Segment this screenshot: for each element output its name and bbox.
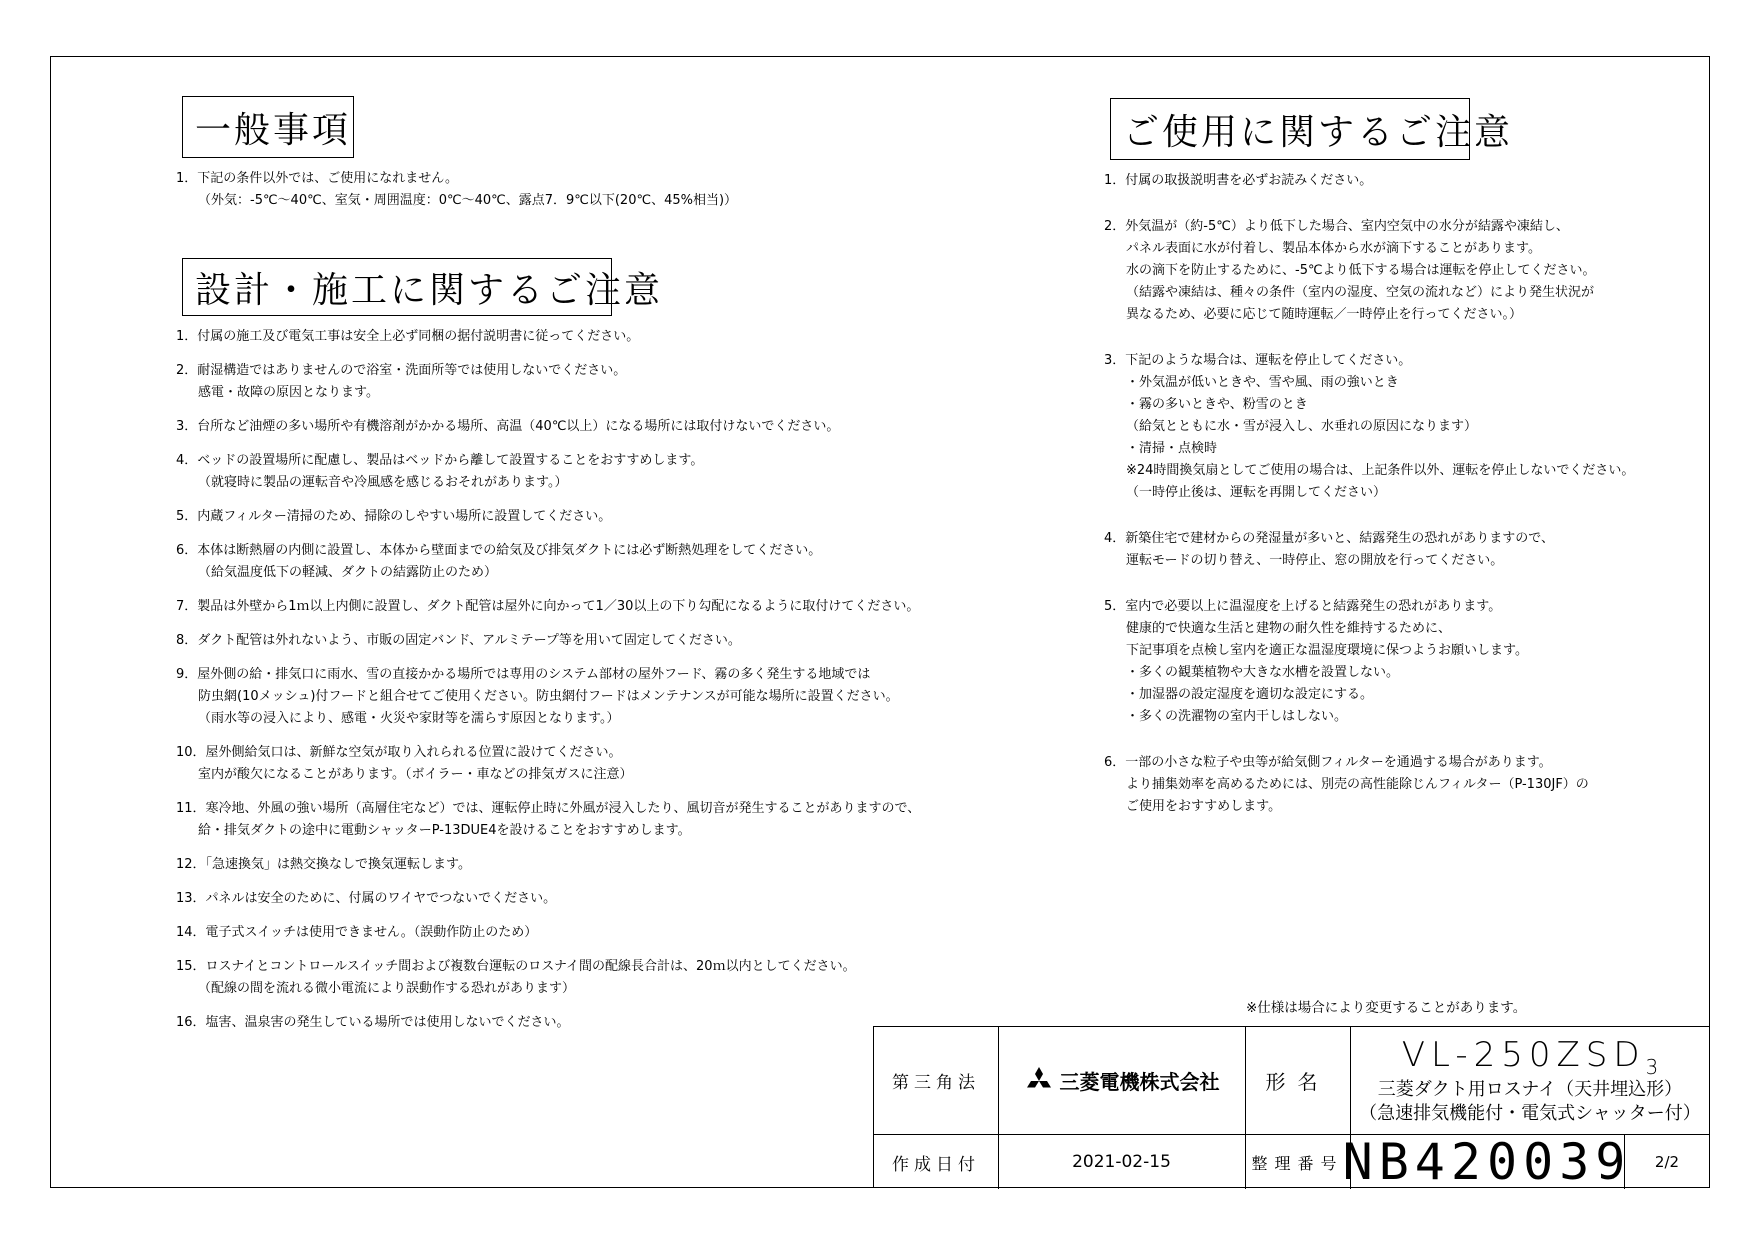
item-text: 5．内蔵フィルター清掃のため、掃除のしやすい場所に設置してください。 [176, 509, 612, 524]
product-name-line1: 三菱ダクト用ロスナイ（天井埋込形） [1377, 1079, 1683, 1101]
usage-item-3 [1104, 350, 1634, 504]
item-continuation: ・多くの観葉植物や大きな水槽を設置しない。 [1126, 665, 1400, 680]
item-text: 5．室内で必要以上に温湿度を上げると結露発生の恐れがあります。 [1104, 599, 1502, 614]
item-continuation: 防虫網(10メッシュ)付フードと組合せてご使用ください。防虫網付フードはメンテナンスが可能な場所に設置ください。 [198, 689, 899, 704]
item-continuation: 感電・故障の原因となります。 [198, 385, 379, 400]
item-text: 9．屋外側の給・排気口に雨水、雪の直接かかる場所では専用のシステム部材の屋外フード、霧の多く発生する地域では [176, 667, 871, 682]
design-item-10 [176, 742, 920, 786]
usage-list [1104, 170, 1634, 842]
design-item-12 [176, 854, 920, 876]
item-text: 2．耐湿構造ではありませんので浴室・洗面所等では使用しないでください。 [176, 363, 627, 378]
item-continuation: ・多くの洗濯物の室内干しはしない。 [1126, 709, 1348, 724]
item-text: 11．寒冷地、外風の強い場所（高層住宅など）では、運転停止時に外風が浸入したり、風切音が発生することがありますので、 [176, 801, 921, 816]
item-text: 16．塩害、温泉害の発生している場所では使用しないでください。 [176, 1015, 570, 1030]
item-continuation: （給気温度低下の軽減、ダクトの結露防止のため） [198, 565, 498, 580]
item-continuation: ・外気温が低いときや、雪や風、雨の強いとき [1126, 375, 1399, 390]
item-continuation: （一時停止後は、運転を再開してください） [1126, 485, 1387, 500]
design-item-13 [176, 888, 920, 910]
design-item-1 [176, 326, 920, 348]
general-item-1 [176, 168, 737, 212]
design-item-9 [176, 664, 920, 730]
company-cell [998, 1027, 1245, 1134]
usage-item-1 [1104, 170, 1634, 192]
date-label: 作成日付 [892, 1154, 980, 1175]
item-continuation: 下記事項を点検し室内を適正な温湿度環境に保つようお願いします。 [1126, 643, 1528, 658]
item-continuation: （外気：-5℃～40℃、室気・周囲温度：0℃～40℃、露点7．9℃以下(20℃、45%相当)） [198, 193, 738, 208]
item-continuation: ご使用をおすすめします。 [1126, 799, 1282, 814]
mitsubishi-logo-icon [1024, 1067, 1054, 1094]
design-item-3 [176, 416, 920, 438]
item-text: 3．台所など油煙の多い場所や有機溶剤がかかる場所、高温（40℃以上）になる場所には取付けないでください。 [176, 419, 840, 434]
general-heading: 一般事項 [182, 96, 354, 158]
title-block [873, 1026, 1709, 1191]
model-label: 形名 [1265, 1070, 1330, 1094]
item-continuation: （配線の間を流れる微小電流により誤動作する恐れがあります） [198, 981, 576, 996]
design-item-11 [176, 798, 920, 842]
product-name-line2: （急速排気機能付・電気式シャッター付） [1359, 1103, 1701, 1125]
item-continuation: より捕集効率を高めるためには、別売の高性能除じんフィルター（P-130JF）の [1126, 777, 1589, 792]
usage-item-6 [1104, 752, 1634, 818]
item-text: 1．下記の条件以外では、ご使用になれません。 [176, 171, 459, 186]
item-text: 14．電子式スイッチは使用できません。（誤動作防止のため） [176, 925, 538, 940]
projection-label: 第三角法 [892, 1073, 980, 1093]
design-item-5 [176, 506, 920, 528]
design-item-4 [176, 450, 920, 494]
item-continuation: ・清掃・点検時 [1126, 441, 1218, 456]
item-continuation: パネル表面に水が付着し、製品本体から水が滴下することがあります。 [1126, 241, 1541, 256]
page-number: 2/2 [1654, 1153, 1680, 1171]
item-continuation: （給気とともに水・雪が浸入し、水垂れの原因になります） [1126, 419, 1478, 434]
spec-change-note: ※仕様は場合により変更することがあります。 [1246, 1000, 1527, 1016]
usage-heading: ご使用に関するご注意 [1110, 98, 1470, 160]
design-item-8 [176, 630, 920, 652]
item-continuation: 水の滴下を防止するために、-5℃より低下する場合は運転を停止してください。 [1126, 263, 1596, 278]
design-item-7 [176, 596, 920, 618]
design-heading: 設計・施工に関するご注意 [182, 258, 612, 316]
item-continuation: 健康的で快適な生活と建物の耐久性を維持するために、 [1126, 621, 1452, 636]
item-text: 1．付属の取扱説明書を必ずお読みください。 [1104, 173, 1373, 188]
item-text: 1．付属の施工及び電気工事は安全上必ず同梱の据付説明書に従ってください。 [176, 329, 640, 344]
item-continuation: ※24時間換気扇としてご使用の場合は、上記条件以外、運転を停止しないでください。 [1126, 463, 1635, 478]
model-subscript: 3 [1645, 1054, 1659, 1079]
item-continuation: ・霧の多いときや、粉雪のとき [1126, 397, 1308, 412]
doc-number: NB420039 [1342, 1133, 1632, 1191]
item-text: 6．本体は断熱層の内側に設置し、本体から壁面までの給気及び排気ダクトには必ず断熱処理をしてください。 [176, 543, 822, 558]
design-item-6 [176, 540, 920, 584]
item-continuation: （雨水等の浸入により、感電・火災や家財等を濡らす原因となります。） [198, 711, 620, 726]
item-continuation: 異なるため、必要に応じて随時運転／一時停止を行ってください。） [1126, 307, 1522, 322]
item-continuation: 室内が酸欠になることがあります。（ボイラー・車などの排気ガスに注意） [198, 767, 633, 782]
item-continuation: 給・排気ダクトの途中に電動シャッターP-13DUE4を設けることをおすすめします。 [198, 823, 691, 838]
model-number: $VL-250ZSD_3$ [1401, 1034, 1659, 1079]
item-continuation: （就寝時に製品の運転音や冷風感を感じるおそれがあります。） [198, 475, 568, 490]
design-item-16 [176, 1012, 920, 1034]
general-list [176, 168, 737, 212]
company-name: 三菱電機株式会社 [1059, 1070, 1220, 1094]
item-continuation: 運転モードの切り替え、一時停止、窓の開放を行ってください。 [1126, 553, 1504, 568]
design-item-2 [176, 360, 920, 404]
item-text: 3．下記のような場合は、運転を停止してください。 [1104, 353, 1412, 368]
usage-item-2 [1104, 216, 1634, 326]
usage-item-4 [1104, 528, 1634, 572]
design-item-15 [176, 956, 920, 1000]
item-continuation: ・加湿器の設定湿度を適切な設定にする。 [1126, 687, 1374, 702]
date-value: 2021-02-15 [1072, 1152, 1171, 1172]
item-text: 7．製品は外壁から1ｍ以上内側に設置し、ダクト配管は屋外に向かって1／30以上の下り勾配になるように取付けてください。 [176, 599, 920, 614]
item-text: 13．パネルは安全のために、付属のワイヤでつないでください。 [176, 891, 557, 906]
item-text: 8．ダクト配管は外れないよう、市販の固定バンド、アルミテープ等を用いて固定してください。 [176, 633, 741, 648]
design-list [176, 326, 920, 1046]
item-text: 4．新築住宅で建材からの発湿量が多いと、結露発生の恐れがありますので、 [1104, 531, 1555, 546]
ref-label: 整理番号 [1251, 1153, 1344, 1173]
model-info-cell [1350, 1027, 1710, 1134]
item-text: 10．屋外側給気口は、新鮮な空気が取り入れられる位置に設けてください。 [176, 745, 622, 760]
item-text: 2．外気温が（約-5℃）より低下した場合、室内空気中の水分が結露や凍結し、 [1104, 219, 1569, 234]
design-item-14 [176, 922, 920, 944]
item-text: 12．「急速換気」は熱交換なしで換気運転します。 [176, 857, 472, 872]
item-continuation: （結露や凍結は、種々の条件（室内の湿度、空気の流れなど）により発生状況が [1126, 285, 1595, 300]
usage-item-5 [1104, 596, 1634, 728]
item-text: 4．ベッドの設置場所に配慮し、製品はベッドから離して設置することをおすすめします。 [176, 453, 704, 468]
item-text: 15．ロスナイとコントロールスイッチ間および複数台運転のロスナイ間の配線長合計は、20ｍ以内としてください。 [176, 959, 856, 974]
item-text: 6．一部の小さな粒子や虫等が給気側フィルターを通過する場合があります。 [1104, 755, 1552, 770]
